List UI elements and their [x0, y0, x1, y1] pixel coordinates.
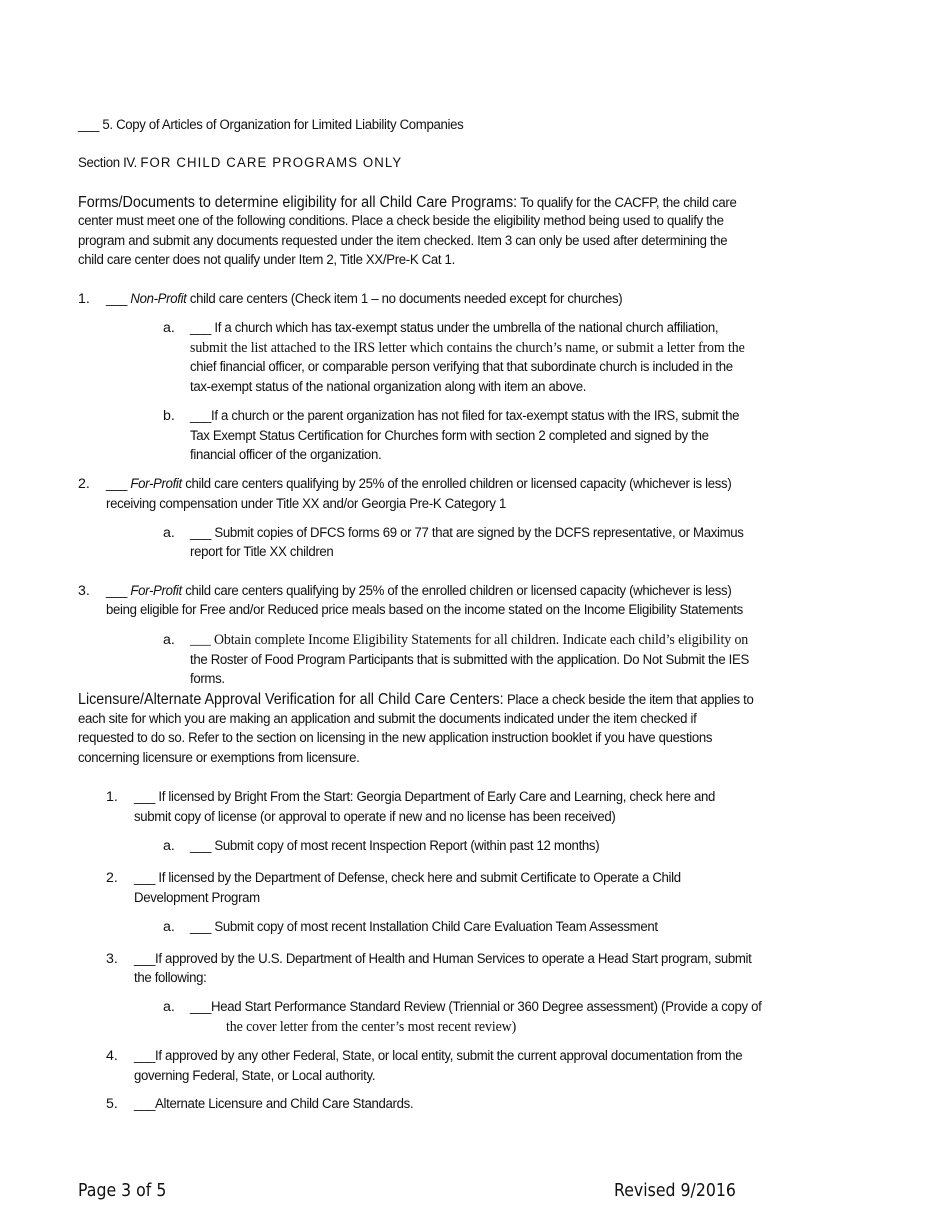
section-title: FOR CHILD CARE PROGRAMS ONLY — [140, 155, 403, 171]
eligibility-item-3a-label: a. — [163, 632, 175, 648]
for-profit-emphasis: For-Profit — [130, 583, 182, 599]
licensure-item-1-line-1: ___ If licensed by Bright From the Start: Georgia Department of Early Care and Learning, check here and — [134, 789, 716, 805]
licensure-item-3-line-1: ___If approved by the U.S. Department of Health and Human Services to operate a Head Start program, submit — [134, 951, 752, 967]
licensure-item-1-line-2: submit copy of license (or approval to operate if new and no license has been received) — [134, 809, 616, 825]
eligibility-item-2a-line-2: report for Title XX children — [190, 544, 334, 560]
forms-intro-line-1 — [78, 193, 736, 214]
licensure-item-3a-line-1: ___Head Start Performance Standard Review (Triennial or 360 Degree assessment) (Provide a copy of — [190, 999, 762, 1015]
licensure-item-4-line-2: governing Federal, State, or Local authority. — [134, 1068, 376, 1084]
licensure-item-2a-label: a. — [163, 919, 175, 935]
licensure-item-3-number: 3. — [106, 951, 118, 967]
licensure-item-3a-label: a. — [163, 999, 175, 1015]
eligibility-item-1-number: 1. — [78, 291, 90, 307]
licensure-item-4-number: 4. — [106, 1048, 118, 1064]
licensure-item-5-number: 5. — [106, 1096, 118, 1112]
eligibility-item-2-text: child care centers qualifying by 25% of the enrolled children or licensed capacity (whichever is less) — [181, 476, 732, 492]
licensure-item-1-number: 1. — [106, 789, 118, 805]
eligibility-item-1a-line-3: chief financial officer, or comparable person verifying that that subordinate church is included in the — [190, 359, 733, 375]
item-5-articles-of-organization: ___ 5. Copy of Articles of Organization for Limited Liability Companies — [78, 117, 464, 133]
licensure-item-2-number: 2. — [106, 870, 118, 886]
eligibility-item-1a-line-4: tax-exempt status of the national organization along with item an above. — [190, 379, 587, 395]
licensure-item-3a-line-2: the cover letter from the center’s most recent review) — [226, 1019, 517, 1035]
non-profit-emphasis: Non-Profit — [130, 291, 187, 307]
eligibility-item-2a-line-1: ___ Submit copies of DFCS forms 69 or 77 that are signed by the DCFS representative, or Maximus — [190, 525, 744, 541]
page-number: Page 3 of 5 — [78, 1181, 167, 1201]
eligibility-item-3a-line-2: the Roster of Food Program Participants that is submitted with the application. Do Not Submit the IES — [190, 652, 749, 668]
licensure-item-2a-line-1: ___ Submit copy of most recent Installation Child Care Evaluation Team Assessment — [190, 919, 658, 935]
check-blank[interactable]: ___ — [106, 291, 128, 307]
eligibility-item-1b-line-1: ___If a church or the parent organization has not filed for tax-exempt status with the IRS, submit the — [190, 408, 740, 424]
licensure-item-5-line-1: ___Alternate Licensure and Child Care Standards. — [134, 1096, 414, 1112]
licensure-item-2-line-2: Development Program — [134, 890, 260, 906]
eligibility-item-2a-label: a. — [163, 525, 175, 541]
revision-date: Revised 9/2016 — [614, 1181, 736, 1201]
check-blank[interactable]: ___ — [106, 583, 128, 599]
eligibility-item-1b-label: b. — [163, 408, 175, 424]
licensure-intro-lead: Licensure/Alternate Approval Verification for all Child Care Centers: — [78, 691, 504, 708]
eligibility-item-3-text: child care centers qualifying by 25% of the enrolled children or licensed capacity (whichever is less) — [181, 583, 732, 599]
for-profit-emphasis: For-Profit — [130, 476, 182, 492]
eligibility-item-1 — [106, 290, 622, 310]
eligibility-item-1a-label: a. — [163, 320, 175, 336]
eligibility-item-3a-line-3: forms. — [190, 671, 225, 687]
eligibility-item-1a-line-1: ___ If a church which has tax-exempt status under the umbrella of the national church affiliation, — [190, 320, 719, 336]
licensure-item-1a-line-1: ___ Submit copy of most recent Inspection Report (within past 12 months) — [190, 838, 600, 854]
licensure-item-3-line-2: the following: — [134, 970, 207, 986]
licensure-intro-line-2: each site for which you are making an application and submit the documents indicated under the item checked if — [78, 711, 697, 727]
eligibility-item-3a-line-1: ___ Obtain complete Income Eligibility Statements for all children. Indicate each child’s eligibility on — [190, 632, 749, 648]
forms-intro-lead: Forms/Documents to determine eligibility for all Child Care Programs: — [78, 194, 518, 211]
licensure-intro-line-3: requested to do so. Refer to the section on licensing in the new application instruction booklet if you have questions — [78, 730, 713, 746]
section-number: Section IV. — [78, 155, 138, 171]
eligibility-item-3 — [106, 582, 731, 602]
section-heading — [78, 154, 402, 174]
licensure-intro-line-4: concerning licensure or exemptions from licensure. — [78, 750, 360, 766]
licensure-intro-line-1 — [78, 690, 753, 711]
forms-intro-line-2: center must meet one of the following conditions. Place a check beside the eligibility method being used to qualify the — [78, 213, 724, 229]
eligibility-item-2-line-2: receiving compensation under Title XX and/or Georgia Pre-K Category 1 — [106, 496, 506, 512]
licensure-item-2-line-1: ___ If licensed by the Department of Defense, check here and submit Certificate to Operate a Child — [134, 870, 681, 886]
licensure-item-1a-label: a. — [163, 838, 175, 854]
eligibility-item-3-line-2: being eligible for Free and/or Reduced price meals based on the income stated on the Income Eligibility Statements — [106, 602, 743, 618]
forms-intro-line-1-text: To qualify for the CACFP, the child care — [517, 195, 737, 211]
eligibility-item-1-text: child care centers (Check item 1 – no documents needed except for churches) — [186, 291, 623, 307]
check-blank[interactable]: ___ — [106, 476, 128, 492]
eligibility-item-1a-line-2: submit the list attached to the IRS letter which contains the church’s name, or submit a letter from the — [190, 340, 745, 356]
eligibility-item-2 — [106, 475, 731, 495]
forms-intro-line-4: child care center does not qualify under Item 2, Title XX/Pre-K Cat 1. — [78, 252, 455, 268]
licensure-item-4-line-1: ___If approved by any other Federal, State, or local entity, submit the current approval documentation from the — [134, 1048, 743, 1064]
licensure-intro-line-1-text: Place a check beside the item that applies to — [503, 692, 754, 708]
eligibility-item-3-number: 3. — [78, 583, 90, 599]
eligibility-item-1b-line-3: financial officer of the organization. — [190, 447, 382, 463]
forms-intro-line-3: program and submit any documents requested under the item checked. Item 3 can only be used after determining the — [78, 233, 728, 249]
eligibility-item-1b-line-2: Tax Exempt Status Certification for Churches form with section 2 completed and signed by the — [190, 428, 709, 444]
eligibility-item-2-number: 2. — [78, 476, 90, 492]
